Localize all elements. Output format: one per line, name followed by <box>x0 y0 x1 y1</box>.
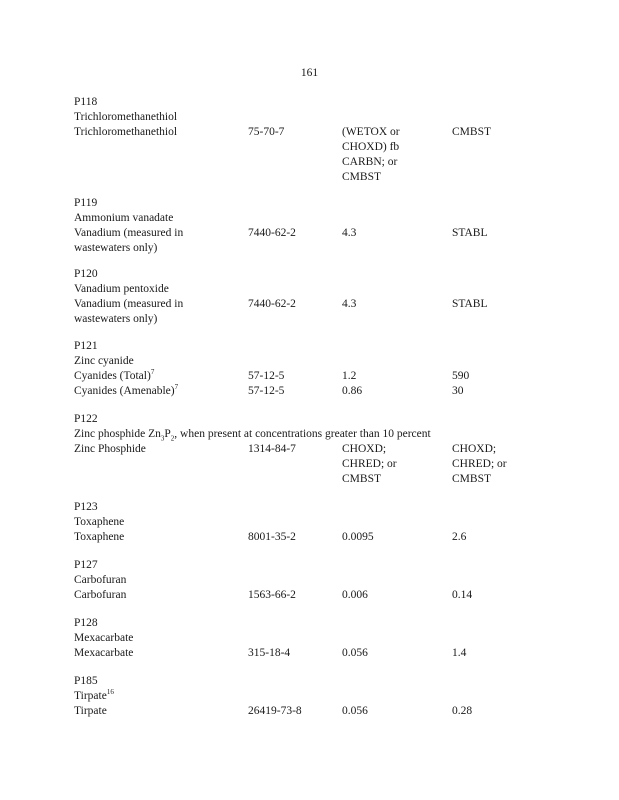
standard-line: CMBST <box>342 171 381 183</box>
waste-entry-p123 <box>74 500 544 545</box>
waste-name: Trichloromethanethiol <box>74 111 178 123</box>
constituent-name <box>74 226 244 256</box>
nonwastewater-standard: CMBST <box>452 126 491 138</box>
waste-entry-p121 <box>74 339 544 399</box>
cas-number: 7440-62-2 <box>248 227 296 239</box>
waste-entry-p127 <box>74 558 544 603</box>
standard-line: (WETOX or <box>342 126 400 138</box>
constituent-line: wastewaters only) <box>74 242 158 254</box>
wastewater-standard: 0.056 <box>342 647 368 659</box>
waste-name <box>74 689 544 704</box>
waste-name: Mexacarbate <box>74 632 134 644</box>
constituent-row <box>74 369 544 384</box>
constituent-row <box>74 125 544 183</box>
nonwastewater-standard: 1.4 <box>452 647 467 659</box>
standard-line: CARBN; or <box>342 156 398 168</box>
waste-name: Carbofuran <box>74 574 127 586</box>
constituent-name <box>74 297 244 327</box>
cas-number: 7440-62-2 <box>248 298 296 310</box>
cas-number: 75-70-7 <box>248 126 285 138</box>
constituent-name: Tirpate <box>74 705 107 717</box>
waste-code: P118 <box>74 96 98 108</box>
standard-line: CHOXD; <box>452 443 497 455</box>
constituent-row <box>74 442 544 485</box>
wastewater-standard: 0.86 <box>342 385 363 397</box>
nonwastewater-standard: 30 <box>452 385 464 397</box>
constituent-line: Vanadium (measured in <box>74 298 184 310</box>
waste-name <box>74 427 544 442</box>
subscript: 2 <box>170 434 175 443</box>
waste-name: Zinc cyanide <box>74 355 134 367</box>
cas-number: 1563-66-2 <box>248 589 296 601</box>
nonwastewater-standard: 2.6 <box>452 531 467 543</box>
wastewater-standard <box>342 442 397 487</box>
wastewater-standard: 4.3 <box>342 227 357 239</box>
waste-code: P128 <box>74 617 98 629</box>
waste-code: P185 <box>74 675 98 687</box>
standard-line: CMBST <box>342 473 381 485</box>
constituent-name: Trichloromethanethiol <box>74 126 178 138</box>
nonwastewater-standard: 590 <box>452 370 470 382</box>
standard-line: CHRED; or <box>342 458 397 470</box>
wastewater-standard: 0.056 <box>342 705 368 717</box>
constituent-name <box>74 384 244 399</box>
subscript: 3 <box>160 434 165 443</box>
waste-code: P121 <box>74 340 98 352</box>
constituent-name: Zinc Phosphide <box>74 443 146 455</box>
constituent-line: wastewaters only) <box>74 313 158 325</box>
constituent-name <box>74 369 244 384</box>
waste-code: P127 <box>74 559 98 571</box>
nonwastewater-standard: STABL <box>452 227 488 239</box>
waste-code: P120 <box>74 268 98 280</box>
nonwastewater-standard <box>452 442 507 487</box>
standard-line: CHOXD; <box>342 443 387 455</box>
waste-code: P123 <box>74 501 98 513</box>
nonwastewater-standard: 0.14 <box>452 589 473 601</box>
constituent-text: Cyanides (Total) <box>74 370 151 382</box>
constituent-row <box>74 704 544 719</box>
wastewater-standard: 0.0095 <box>342 531 374 543</box>
cas-number: 1314-84-7 <box>248 443 296 455</box>
constituent-row <box>74 297 544 325</box>
waste-entry-p120 <box>74 267 544 325</box>
waste-code: P122 <box>74 413 98 425</box>
cas-number: 8001-35-2 <box>248 531 296 543</box>
constituent-row <box>74 646 544 661</box>
name-text: Zinc phosphide Zn <box>74 428 161 440</box>
waste-entry-p185 <box>74 674 544 719</box>
page-number: 161 <box>300 67 319 79</box>
wastewater-standard <box>342 125 400 185</box>
constituent-line: Vanadium (measured in <box>74 227 184 239</box>
constituent-name: Mexacarbate <box>74 647 134 659</box>
constituent-name: Carbofuran <box>74 589 127 601</box>
waste-code: P119 <box>74 197 98 209</box>
waste-name: Vanadium pentoxide <box>74 283 169 295</box>
name-text: Tirpate <box>74 690 107 702</box>
waste-name: Toxaphene <box>74 516 125 528</box>
wastewater-standard: 1.2 <box>342 370 357 382</box>
constituent-text: Cyanides (Amenable) <box>74 385 175 397</box>
cas-number: 26419-73-8 <box>248 705 302 717</box>
constituent-row <box>74 530 544 545</box>
name-text: P <box>164 428 171 440</box>
constituent-row <box>74 384 544 399</box>
waste-entry-p122 <box>74 412 544 485</box>
footnote-marker: 16 <box>106 688 114 697</box>
standard-line: CHOXD) fb <box>342 141 400 153</box>
constituent-row <box>74 226 544 254</box>
cas-number: 57-12-5 <box>248 385 285 397</box>
standard-line: CHRED; or <box>452 458 507 470</box>
cas-number: 315-18-4 <box>248 647 291 659</box>
waste-entry-p128 <box>74 616 544 661</box>
wastewater-standard: 4.3 <box>342 298 357 310</box>
nonwastewater-standard: 0.28 <box>452 705 473 717</box>
waste-name: Ammonium vanadate <box>74 212 174 224</box>
footnote-marker: 7 <box>174 383 179 392</box>
nonwastewater-standard: STABL <box>452 298 488 310</box>
waste-entry-p119 <box>74 196 544 254</box>
constituent-name: Toxaphene <box>74 531 125 543</box>
waste-entry-p118 <box>74 95 544 183</box>
footnote-marker: 7 <box>150 368 155 377</box>
standard-line: CMBST <box>452 473 491 485</box>
wastewater-standard: 0.006 <box>342 589 368 601</box>
cas-number: 57-12-5 <box>248 370 285 382</box>
constituent-row <box>74 588 544 603</box>
name-text: , when present at concentrations greater than 10 percent <box>174 428 431 440</box>
